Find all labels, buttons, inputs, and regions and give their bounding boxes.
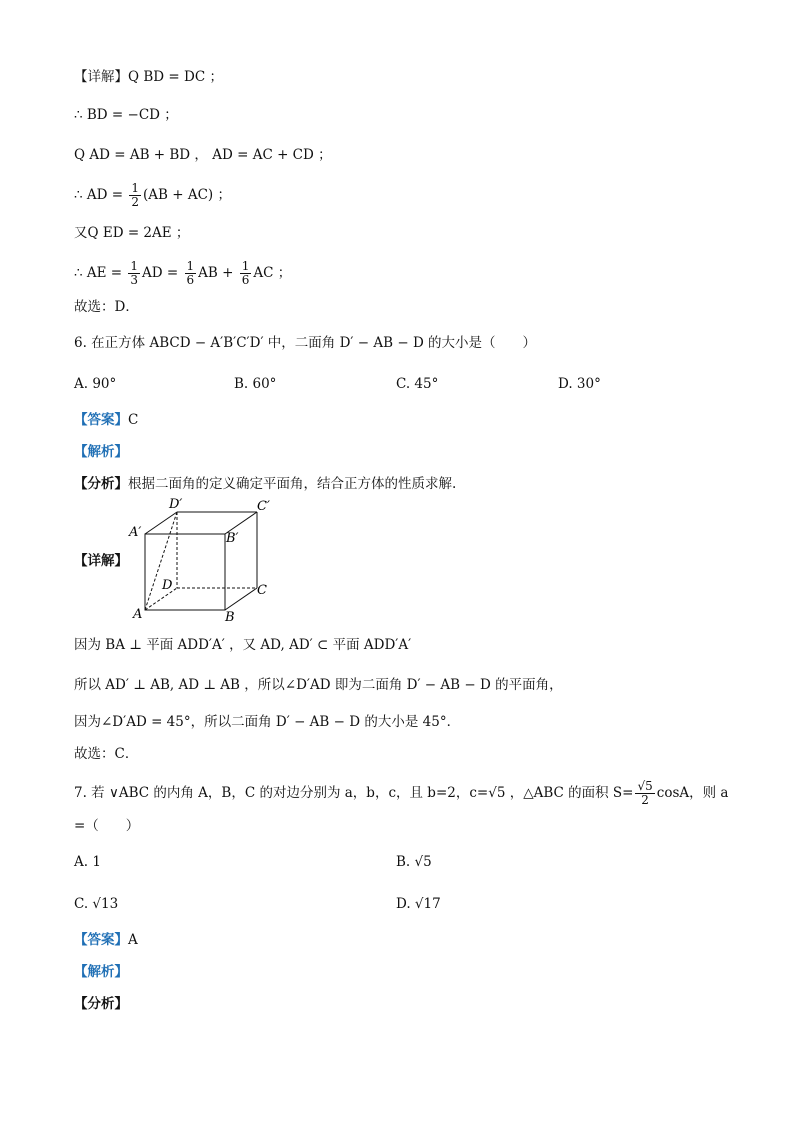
cube-diagram [125,496,275,622]
label-d-prime: D′ [169,497,183,512]
label-d: D [162,578,173,593]
fraction-sqrt5-over-2: $\frac{√5}{2}$ [637,779,653,807]
q6-option-b: B. 60° [234,376,277,392]
q6-step-2: 所以 AD′ ⊥ AB, AD ⊥ AB ，所以∠D′AD 即为二面角 D′ − AB − D 的平面角， [74,677,563,693]
q6-answer: 【答案】C [74,412,139,428]
q6-step-1: 因为 BA ⊥ 平面 ADD′A′ ，又 AD, AD′ ⊂ 平面 ADD′A′ [74,637,412,653]
solution-line-2: ∴ BD = −CD ； [74,107,178,123]
q6-fenxi: 【分析】根据二面角的定义确定平面角，结合正方体的性质求解. [74,476,457,492]
q6-stem: 6. 在正方体 ABCD − A′B′C′D′ 中，二面角 D′ − AB − D 的大小是（ ） [74,335,537,351]
q6-option-a: A. 90° [74,376,117,392]
q6-analysis-tag: 【解析】 [74,444,128,460]
solution-line-7: 故选：D． [74,299,139,315]
solution-line-4: ∴ AD = $\frac{1}{2}$ (AB + AC) ； [74,181,231,209]
label-c: C [257,583,267,598]
q7-analysis-tag: 【解析】 [74,964,128,980]
q6-option-c: C. 45° [396,376,439,392]
solution-line-6: ∴ AE = $\frac{1}{3}$ AD = $\frac{1}{6}$ AB + $\frac{1}{6}$ AC ； [74,259,292,287]
q6-step-4: 故选：C． [74,746,139,762]
label-c-prime: C′ [257,499,270,514]
fraction-sixth-2: $\frac{1}{6}$ [241,259,250,287]
q7-stem: 7. 若 ∨ABC 的内角 A，B，C 的对边分别为 a，b，c，且 b=2，c=√5 ，△ABC 的面积 S= $\frac{√5}{2}$ cosA，则 a [74,779,729,807]
q7-option-b: B. √5 [396,854,432,870]
q7-option-d: D. √17 [396,896,441,912]
fraction-half: $\frac{1}{2}$ [131,181,139,209]
label-b-prime: B′ [226,531,239,546]
label-a: A [133,607,143,622]
cube-figure [125,496,275,622]
q6-xiangjie-tag: 【详解】 [74,553,128,569]
fraction-sixth-1: $\frac{1}{6}$ [186,259,195,287]
q6-option-d: D. 30° [558,376,601,392]
label-b: B [225,610,235,622]
solution-line-5: 又Q ED = 2AE ； [74,225,190,241]
q7-stem-line-2: =（ ） [74,818,140,834]
q7-answer: 【答案】A [74,932,138,948]
q7-fenxi-tag: 【分析】 [74,996,128,1012]
solution-line-3: Q AD = AB + BD ， AD = AC + CD ； [74,147,332,163]
label-a-prime: A′ [129,525,142,540]
q6-step-3: 因为∠D′AD = 45°，所以二面角 D′ − AB − D 的大小是 45°． [74,714,461,730]
fraction-third: $\frac{1}{3}$ [130,259,139,287]
solution-line-1: 【详解】Q BD = DC ； [74,69,223,85]
q7-option-a: A. 1 [74,854,101,870]
q7-option-c: C. √13 [74,896,119,912]
